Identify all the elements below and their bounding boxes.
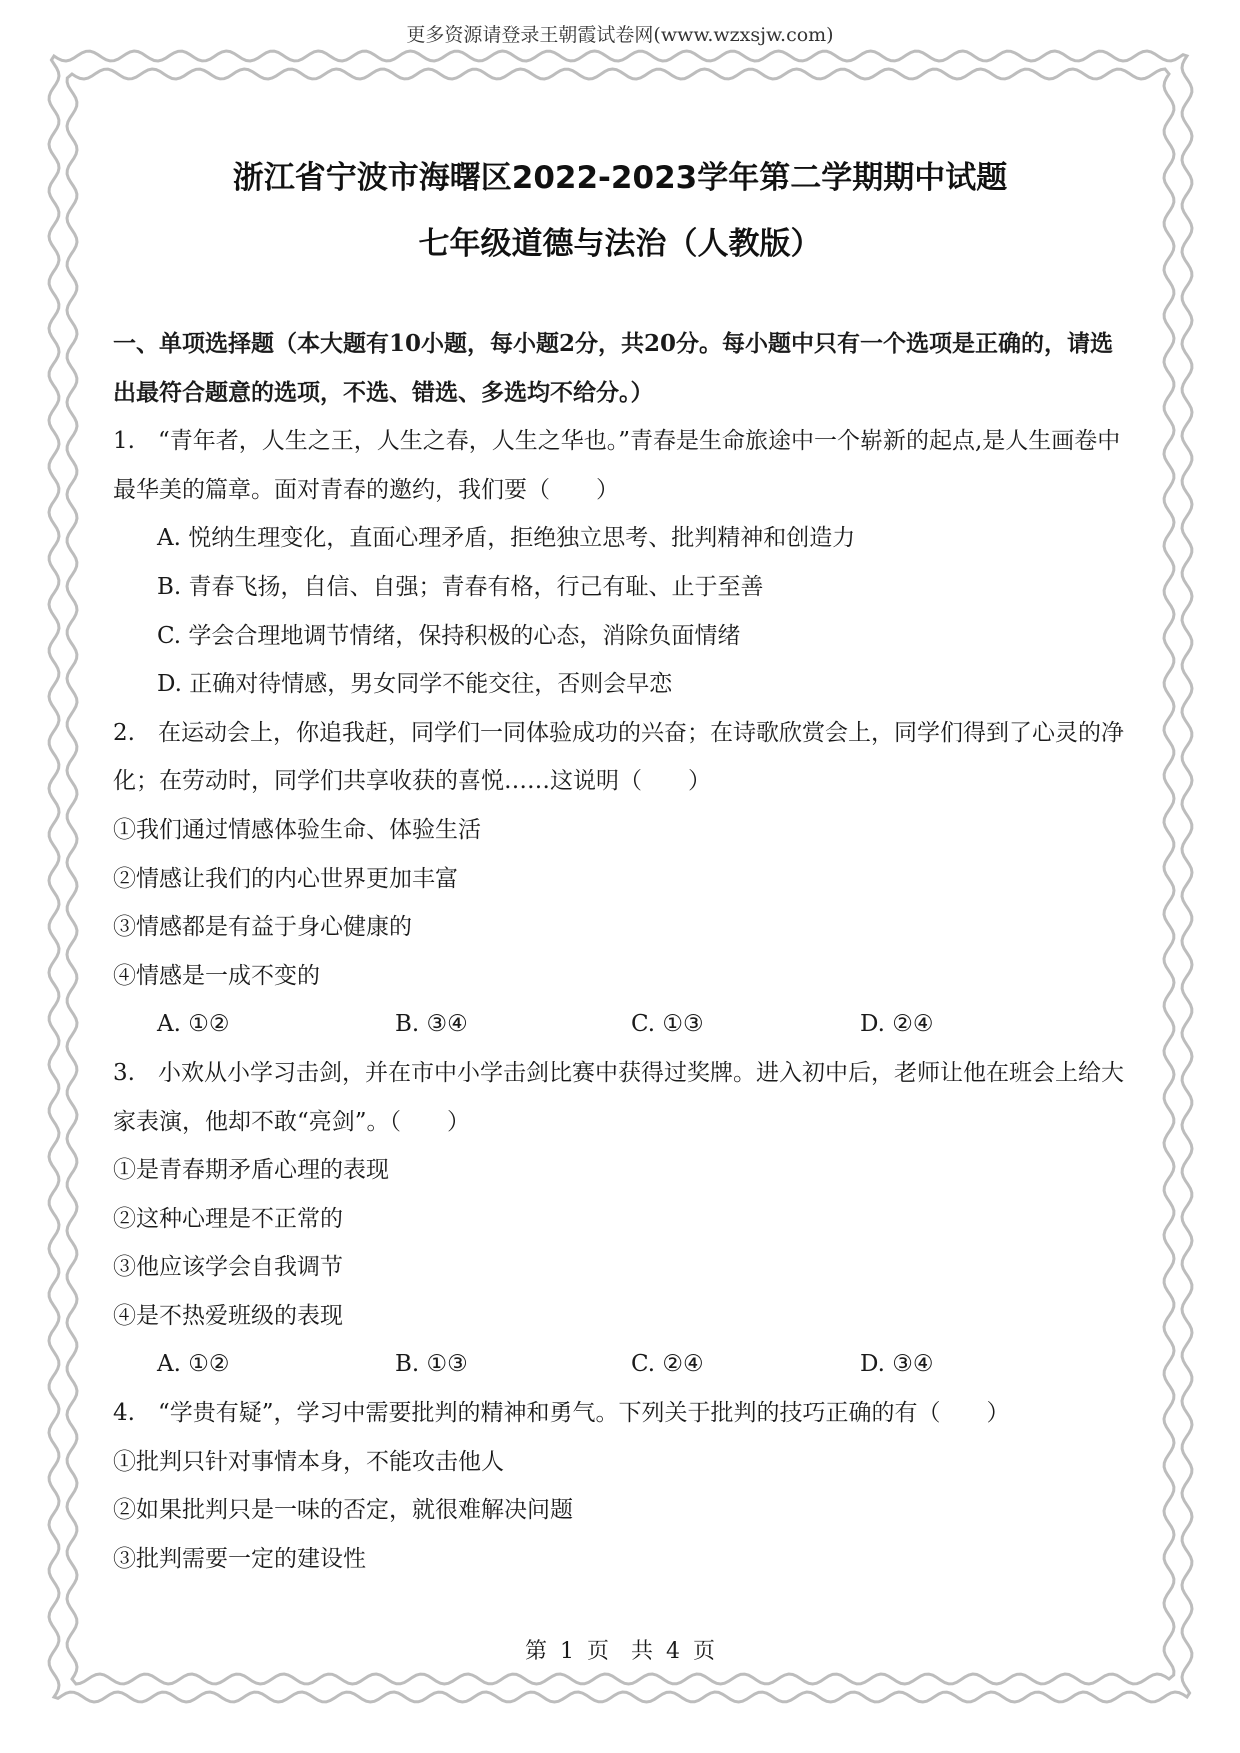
option-d: D. 正确对待情感，男女同学不能交往，否则会早恋: [157, 671, 673, 698]
statement-item: ②如果批判只是一味的否定，就很难解决问题: [113, 1497, 573, 1524]
choice-c: C. ①③: [631, 1011, 704, 1038]
answer-choices: [113, 1340, 1128, 1389]
statement-item: ②这种心理是不正常的: [113, 1205, 343, 1232]
section-heading: 一、单项选择题（本大题有10小题，每小题2分，共20分。每小题中只有一个选项是正确的，请选出最符合题意的选项，不选、错选、多选均不给分。）: [113, 330, 1114, 406]
question-2: [113, 709, 1128, 1049]
statement-item: ③情感都是有益于身心健康的: [113, 914, 412, 941]
choice-a: A. ①②: [157, 1011, 230, 1038]
question-1: [113, 417, 1128, 709]
exam-subtitle: 七年级道德与法治（人教版）: [418, 226, 822, 262]
statement-item: ①是青春期矛盾心理的表现: [113, 1157, 389, 1184]
choice-d: D. ③④: [860, 1351, 934, 1378]
statement-item: ③批判需要一定的建设性: [113, 1545, 366, 1572]
option-a: A. 悦纳生理变化，直面心理矛盾，拒绝独立思考、批判精神和创造力: [157, 525, 856, 552]
option-b: B. 青春飞扬，自信、自强；青春有格，行己有耻、止于至善: [157, 573, 764, 600]
question-stem: 1. “青年者，人生之王，人生之春，人生之华也。”青春是生命旅途中一个崭新的起点,是人生画卷中最华美的篇章。面对青春的邀约，我们要（ ）: [113, 428, 1121, 503]
question-3: [113, 1049, 1128, 1389]
option-c: C. 学会合理地调节情绪，保持积极的心态，消除负面情绪: [157, 622, 741, 649]
statement-item: ④情感是一成不变的: [113, 962, 320, 989]
statement-item: ②情感让我们的内心世界更加丰富: [113, 865, 458, 892]
choice-b: B. ③④: [395, 1011, 468, 1038]
question-stem: 4. “学贵有疑”，学习中需要批判的精神和勇气。下列关于批判的技巧正确的有（ ）: [113, 1400, 1010, 1427]
question-stem: 3. 小欢从小学习击剑，并在市中小学击剑比赛中获得过奖牌。进入初中后，老师让他在班会上给大家表演，他却不敢“亮剑”。（ ）: [113, 1059, 1124, 1135]
choice-b: B. ①③: [395, 1351, 468, 1378]
exam-title: 浙江省宁波市海曙区2022-2023学年第二学期期中试题: [232, 160, 1008, 196]
choice-c: C. ②④: [631, 1351, 704, 1378]
choice-d: D. ②④: [860, 1011, 934, 1038]
choice-a: A. ①②: [157, 1351, 230, 1378]
statement-item: ④是不热爱班级的表现: [113, 1302, 343, 1329]
statement-item: ①我们通过情感体验生命、体验生活: [113, 816, 481, 843]
question-4: [113, 1389, 1128, 1583]
answer-choices: [113, 1000, 1128, 1049]
page-number: 第 1 页 共 4 页: [525, 1639, 715, 1664]
header-watermark: 更多资源请登录王朝霞试卷网(www.wzxsjw.com): [406, 24, 834, 46]
statement-item: ①批判只针对事情本身，不能攻击他人: [113, 1448, 504, 1475]
exam-content: [113, 320, 1128, 1583]
statement-item: ③他应该学会自我调节: [113, 1254, 343, 1281]
question-stem: 2. 在运动会上，你追我赶，同学们一同体验成功的兴奋；在诗歌欣赏会上，同学们得到了心灵的净化；在劳动时，同学们共享收获的喜悦……这说明（ ）: [113, 719, 1124, 795]
